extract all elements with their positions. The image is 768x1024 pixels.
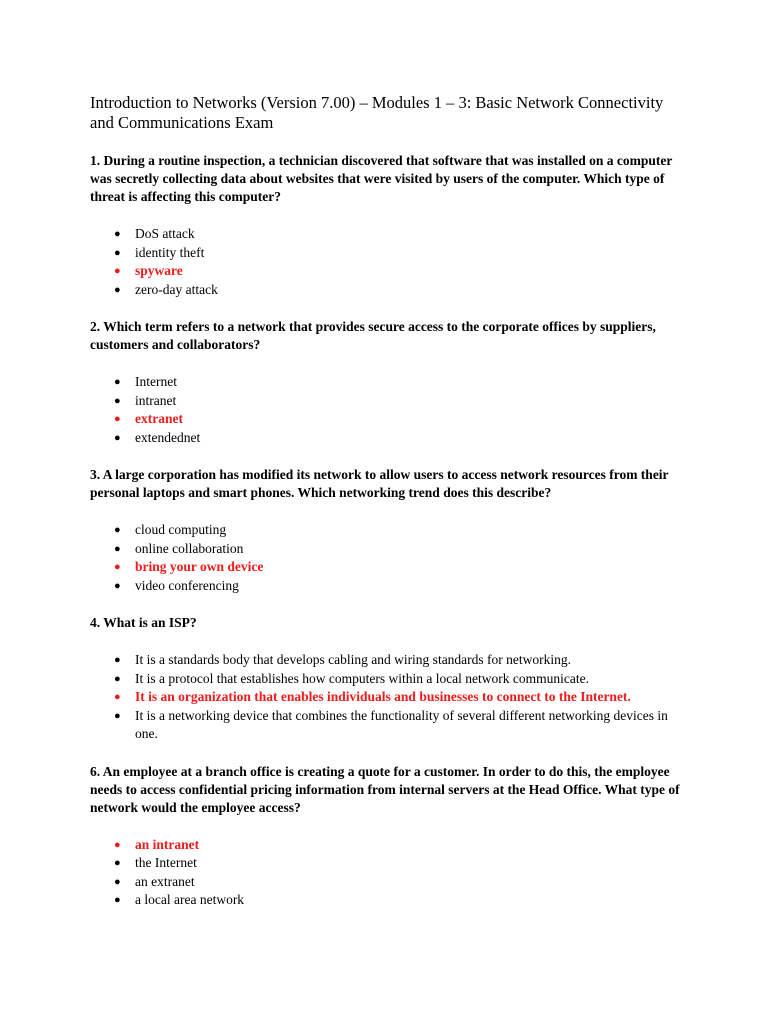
answer-option-correct xyxy=(90,262,690,281)
question-text: 1. During a routine inspection, a technician discovered that software that was installed on a computer was secretly collecting data about websites that were visited by users of the computer. Which type of threat is affecting this computer? xyxy=(90,153,673,204)
answer-option xyxy=(90,707,690,744)
bullet-icon: ● xyxy=(114,709,121,722)
answer-label: online collaboration xyxy=(135,540,244,556)
answer-label: Internet xyxy=(135,374,177,389)
answer-option xyxy=(90,392,690,411)
question-2 xyxy=(90,318,690,447)
answer-label: It is a networking device that combines the functionality of several different networking devices in one. xyxy=(135,707,668,741)
answer-label: It is a standards body that develops cabling and wiring standards for networking. xyxy=(135,652,572,667)
answer-option xyxy=(90,244,690,263)
question-text: 2. Which term refers to a network that provides secure access to the corporate offices by suppliers, customers and collaborators? xyxy=(90,319,656,352)
question-text: 4. What is an ISP? xyxy=(90,615,197,630)
answer-label: extranet xyxy=(135,411,183,426)
bullet-icon: ● xyxy=(114,394,121,407)
document-body xyxy=(90,93,690,929)
answer-list xyxy=(90,651,690,744)
bullet-icon: ● xyxy=(114,431,121,444)
answer-option-correct xyxy=(90,558,690,577)
answer-label: DoS attack xyxy=(135,226,195,241)
answer-label: spyware xyxy=(135,263,183,278)
answer-label: an extranet xyxy=(135,873,195,889)
question-6 xyxy=(90,763,690,910)
bullet-icon: ● xyxy=(114,413,121,425)
bullet-icon: ● xyxy=(114,246,121,259)
bullet-icon: ● xyxy=(114,875,121,888)
answer-option xyxy=(90,225,690,244)
answer-label: It is a protocol that establishes how computers within a local network communicate. xyxy=(135,670,590,686)
answer-label: identity theft xyxy=(135,244,205,260)
bullet-icon: ● xyxy=(114,524,121,536)
answer-option xyxy=(90,891,690,910)
question-text: 6. An employee at a branch office is creating a quote for a customer. In order to do this, the employee needs to access confidential pricing information from internal servers at the Head Office. What type of network would the employee access? xyxy=(90,763,680,815)
answer-label: an intranet xyxy=(135,836,200,852)
bullet-icon: ● xyxy=(114,376,121,388)
answer-option xyxy=(90,651,690,670)
answer-list xyxy=(90,521,690,595)
answer-list xyxy=(90,836,690,910)
bullet-icon: ● xyxy=(114,228,121,240)
answer-option-correct xyxy=(90,688,690,707)
answer-option xyxy=(90,281,690,300)
answer-option-correct xyxy=(90,836,690,855)
bullet-icon: ● xyxy=(114,579,121,592)
answer-label: zero-day attack xyxy=(135,281,218,297)
answer-option xyxy=(90,540,690,559)
question-3 xyxy=(90,466,690,595)
bullet-icon: ● xyxy=(114,561,121,573)
answer-option xyxy=(90,521,690,540)
answer-label: It is an organization that enables individuals and businesses to connect to the Internet. xyxy=(135,689,631,704)
answer-option xyxy=(90,373,690,392)
bullet-icon: ● xyxy=(114,672,121,685)
bullet-icon: ● xyxy=(114,691,121,703)
document-title: Introduction to Networks (Version 7.00) – Modules 1 – 3: Basic Network Connectivity and Communications Exam xyxy=(90,93,664,132)
bullet-icon: ● xyxy=(114,283,121,296)
answer-label: cloud computing xyxy=(135,522,227,537)
answer-option-correct xyxy=(90,410,690,429)
answer-option xyxy=(90,577,690,596)
question-4 xyxy=(90,614,690,744)
answer-label: a local area network xyxy=(135,892,245,907)
answer-label: intranet xyxy=(135,392,177,408)
question-text: 3. A large corporation has modified its network to allow users to access network resources from their personal laptops and smart phones. Which networking trend does this describe? xyxy=(90,467,669,500)
answer-label: bring your own device xyxy=(135,559,264,574)
answer-list xyxy=(90,373,690,447)
answer-label: the Internet xyxy=(135,855,197,870)
bullet-icon: ● xyxy=(114,894,121,906)
bullet-icon: ● xyxy=(114,857,121,869)
question-1 xyxy=(90,152,690,299)
answer-option xyxy=(90,873,690,892)
bullet-icon: ● xyxy=(114,265,121,277)
answer-label: video conferencing xyxy=(135,577,239,593)
answer-label: extendednet xyxy=(135,429,201,445)
bullet-icon: ● xyxy=(114,654,121,666)
answer-option xyxy=(90,854,690,873)
bullet-icon: ● xyxy=(114,838,121,851)
answer-list xyxy=(90,225,690,299)
answer-option xyxy=(90,670,690,689)
bullet-icon: ● xyxy=(114,542,121,555)
answer-option xyxy=(90,429,690,448)
